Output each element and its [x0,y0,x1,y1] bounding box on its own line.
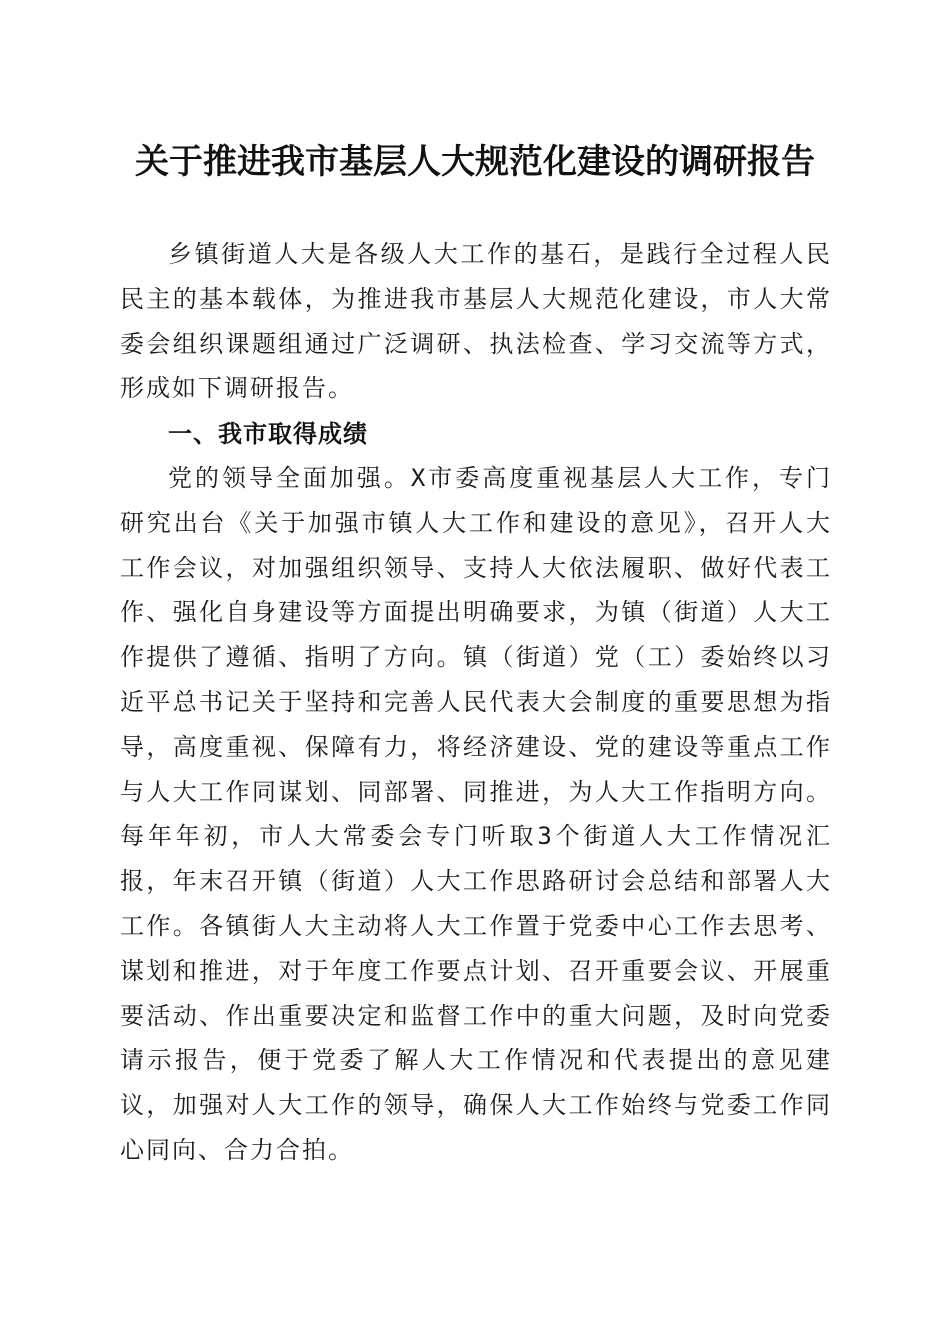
section-heading: 一、我市取得成绩 [168,420,368,448]
intro-paragraph: 乡镇街道人大是各级人大工作的基石，是践行全过程人民民主的基本载体，为推进我市基层人大规范化建设，市人大常委会组织课题组通过广泛调研、执法检查、学习交流等方式，形成如下调研报告。 [120,240,832,403]
document-title: 关于推进我市基层人大规范化建设的调研报告 [135,142,815,182]
section-paragraph: 党的领导全面加强。X市委高度重视基层人大工作，专门研究出台《关于加强市镇人大工作和建设的意见》，召开人大工作会议，对加强组织领导、支持人大依法履职、做好代表工作、强化自身建设等方面提出明确要求，为镇（街道）人大工作提供了遵循、指明了方向。镇（街道）党（工）委始终以习近平总书记关于坚持和完善人民代表大会制度的重要思想为指导，高度重视、保障有力，将经济建设、党的建设等重点工作与人大工作同谋划、同部署、同推进，为人大工作指明方向。每年年初，市人大常委会专门听取3个街道人大工作情况汇报，年末召开镇（街道）人大工作思路研讨会总结和部署人大工作。各镇街人大主动将人大工作置于党委中心工作去思考、谋划和推进，对于年度工作要点计划、召开重要会议、开展重要活动、作出重要决定和监督工作中的重大问题，及时向党委请示报告，便于党委了解人大工作情况和代表提出的意见建议，加强对人大工作的领导，确保人大工作始终与党委工作同心同向、合力合拍。 [120,464,832,1164]
